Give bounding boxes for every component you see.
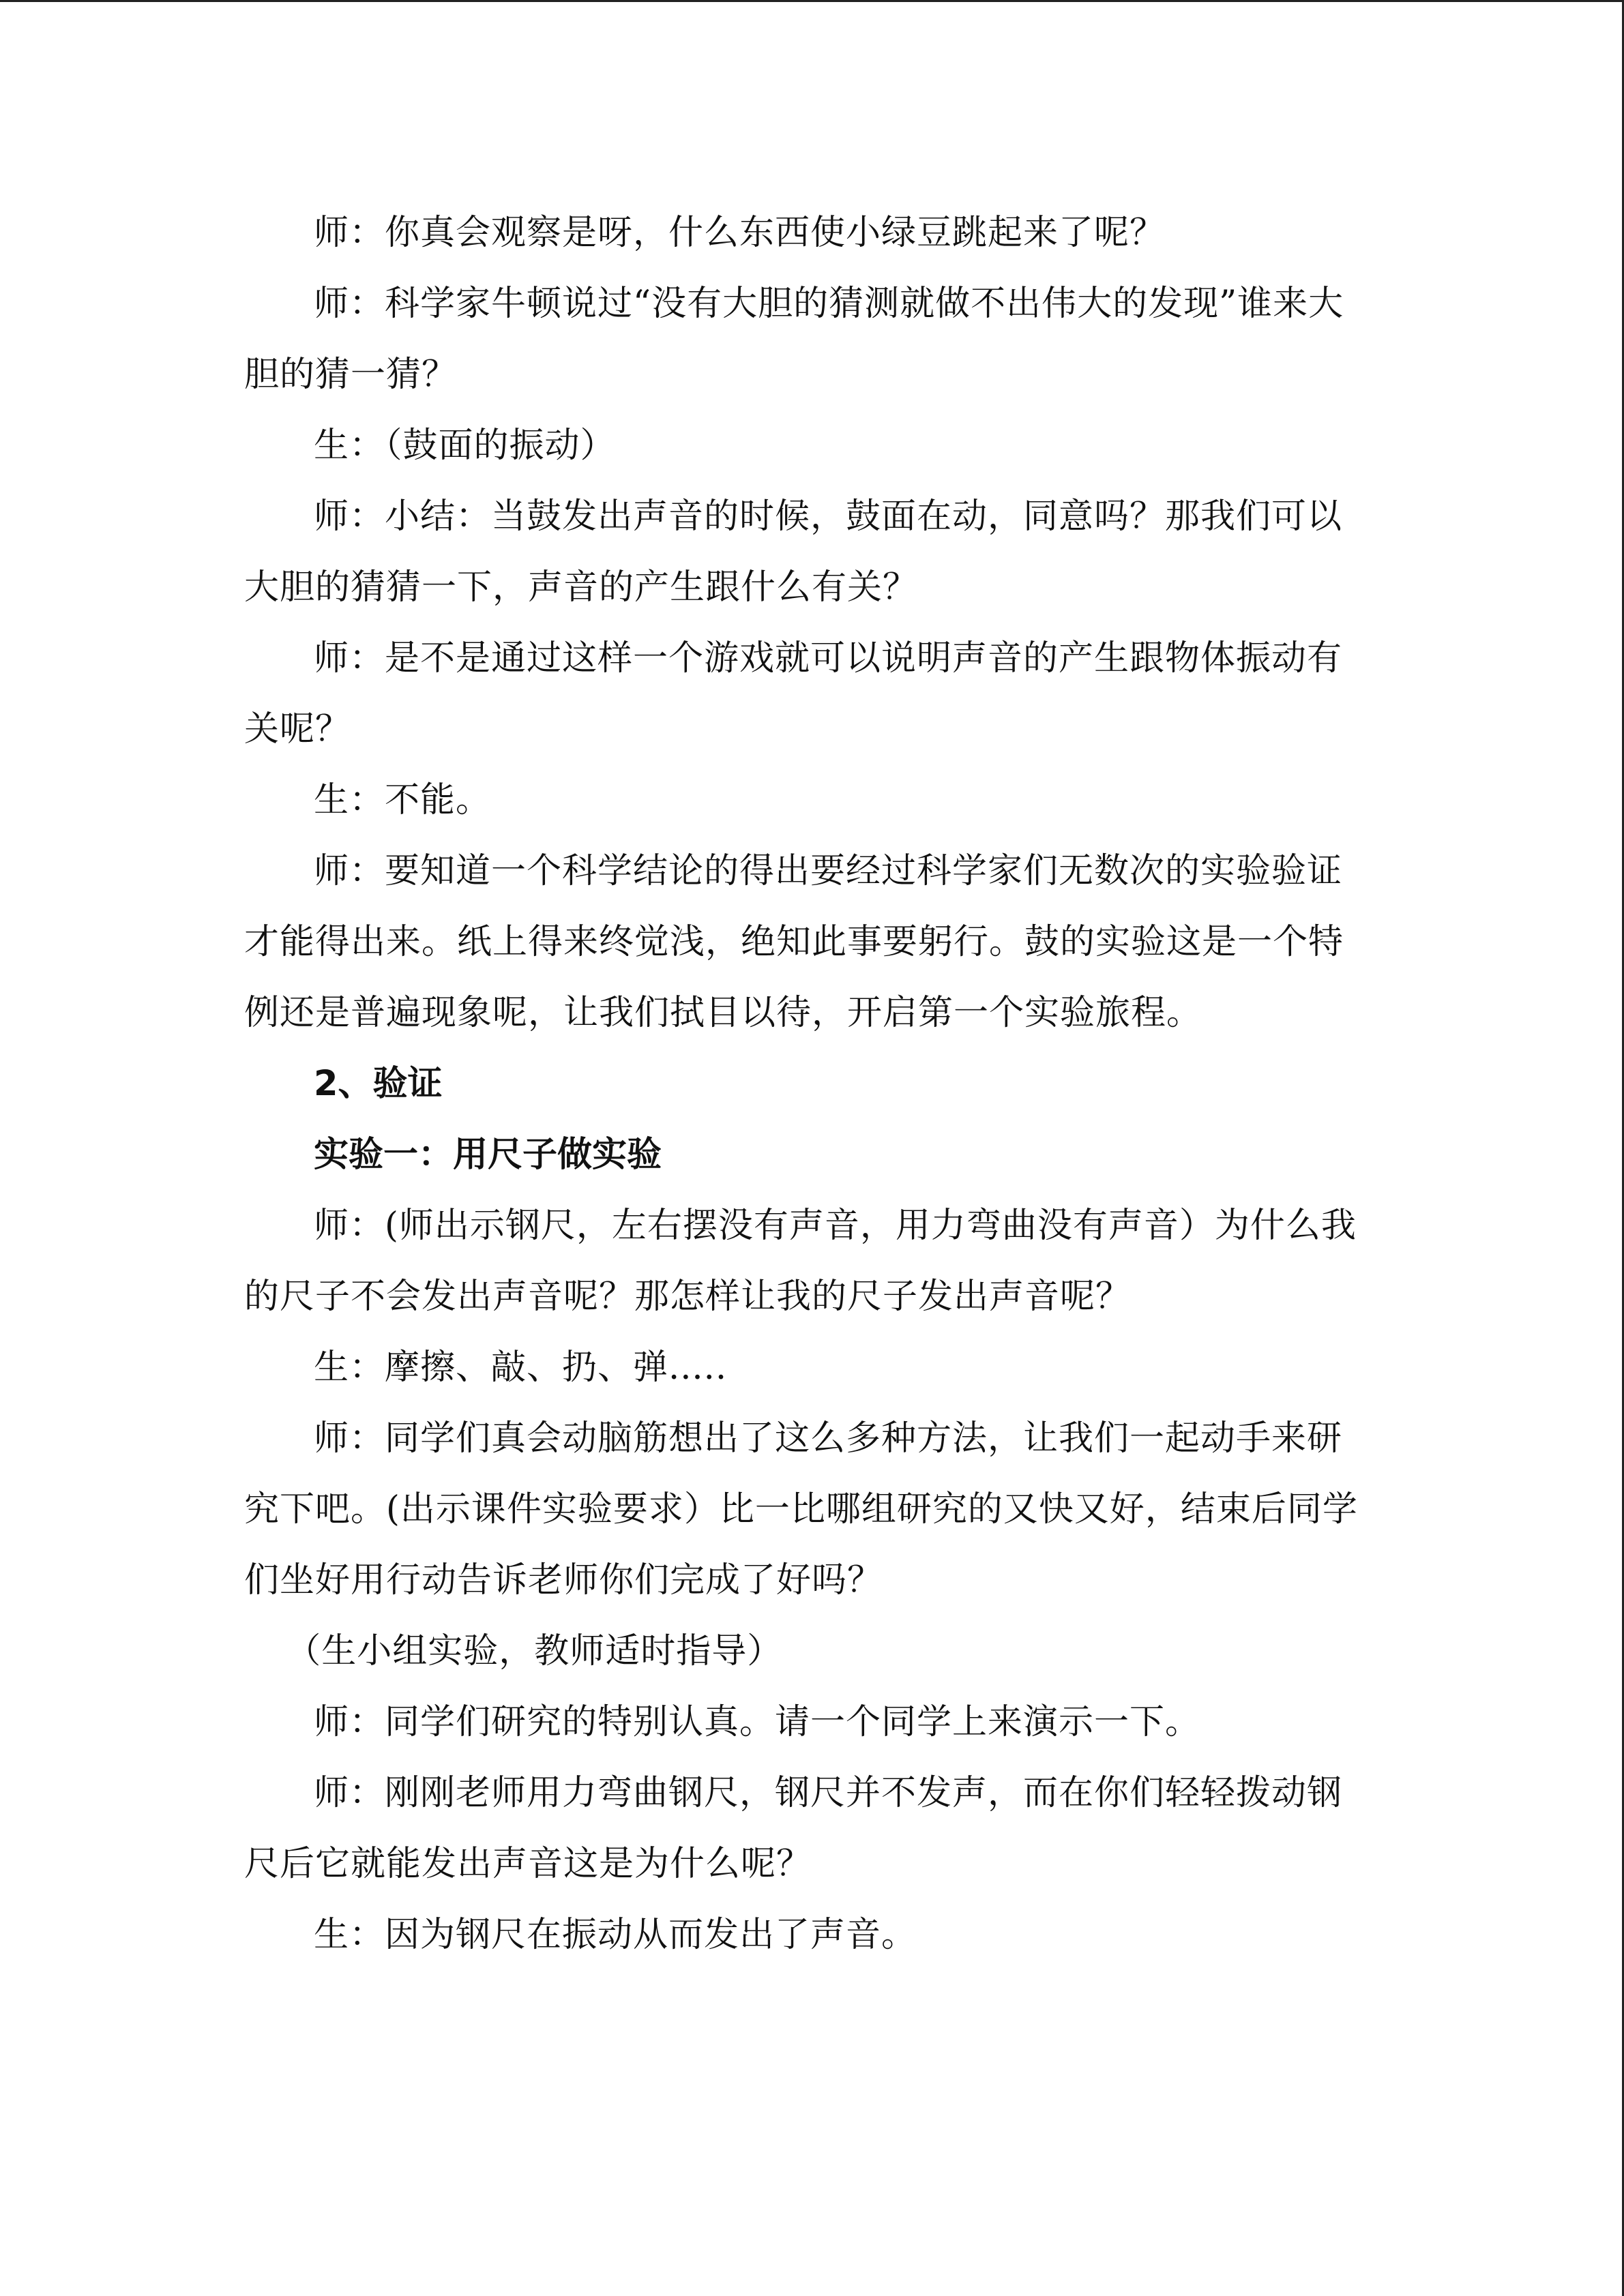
section-heading: 2、验证: [314, 1064, 443, 1104]
paragraph: 生：摩擦、敲、扔、弹.....: [314, 1347, 728, 1388]
experiment-heading: 实验一：用尺子做实验: [314, 1135, 662, 1175]
paragraph: 师：小结：当鼓发出声音的时候，鼓面在动，同意吗？那我们可以大胆的猜猜一下，声音的产生跟什么有关？: [244, 496, 1343, 608]
paragraph: 生：（鼓面的振动）: [314, 426, 616, 466]
paragraph: 生：不能。: [314, 780, 492, 820]
paragraph: 师：同学们真会动脑筋想出了这么多种方法，让我们一起动手来研究下吧。(出示课件实验要求）比一比哪组研究的又快又好，结束后同学们坐好用行动告诉老师你们完成了好吗？: [244, 1418, 1358, 1600]
paragraph: 师：你真会观察是呀，什么东西使小绿豆跳起来了呢？: [314, 213, 1166, 253]
stage-note: （生小组实验，教师适时指导）: [286, 1631, 783, 1671]
document-body: [244, 198, 1376, 1971]
paragraph: 生：因为钢尺在振动从而发出了声音。: [314, 1915, 917, 1955]
paragraph: 师：刚刚老师用力弯曲钢尺，钢尺并不发声，而在你们轻轻拨动钢尺后它就能发出声音这是为什么呢？: [244, 1773, 1343, 1884]
paragraph: 师：(师出示钢尺，左右摆没有声音，用力弯曲没有声音）为什么我的尺子不会发出声音呢？那怎样让我的尺子发出声音呢？: [244, 1206, 1357, 1317]
paragraph: 师：是不是通过这样一个游戏就可以说明声音的产生跟物体振动有关呢？: [244, 638, 1343, 749]
paragraph: 师：要知道一个科学结论的得出要经过科学家们无数次的实验验证才能得出来。纸上得来终觉浅，绝知此事要躬行。鼓的实验这是一个特例还是普遍现象呢，让我们拭目以待，开启第一个实验旅程。: [244, 851, 1344, 1033]
paragraph: 师：同学们研究的特别认真。请一个同学上来演示一下。: [314, 1702, 1201, 1742]
paragraph: 师：科学家牛顿说过“没有大胆的猜测就做不出伟大的发现”谁来大胆的猜一猜？: [244, 284, 1344, 395]
page-border-top: [0, 0, 1624, 2]
